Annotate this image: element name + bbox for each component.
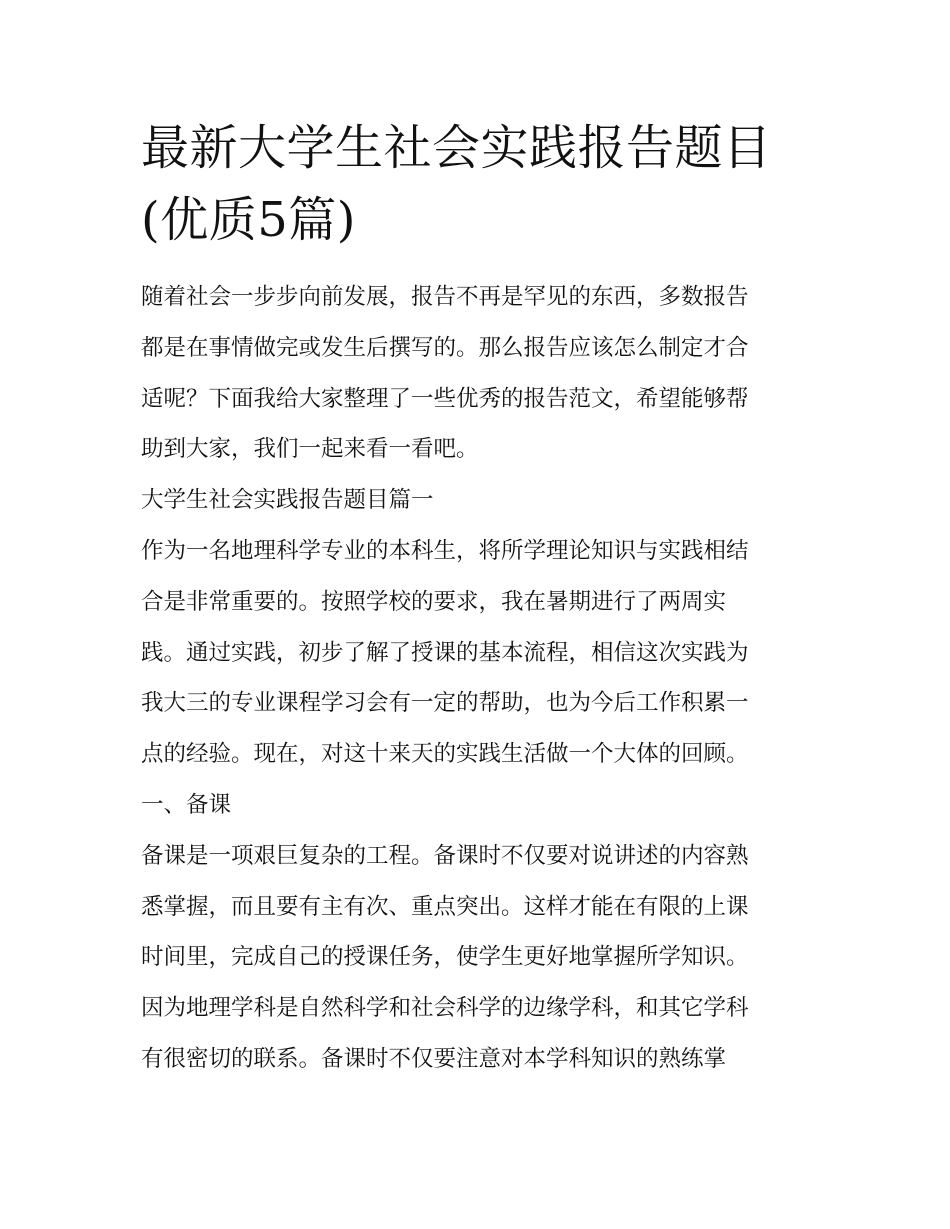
heading-text: 一、备课 xyxy=(141,791,232,818)
text-line: 都是在事情做完或发生后撰写的。那么报告应该怎么制定才合 xyxy=(141,334,749,361)
text-line: 我大三的专业课程学习会有一定的帮助，也为今后工作积累一 xyxy=(141,690,749,717)
section-heading xyxy=(141,475,813,526)
text-line: 点的经验。现在，对这十来天的实践生活做一个大体的回顾。 xyxy=(141,741,749,768)
document-content xyxy=(141,112,813,1085)
text-line: 适呢？下面我给大家整理了一些优秀的报告范文，希望能够帮 xyxy=(141,385,749,412)
text-line: 因为地理学科是自然科学和社会科学的边缘学科，和其它学科 xyxy=(141,995,749,1022)
text-line: 践。通过实践，初步了解了授课的基本流程，相信这次实践为 xyxy=(141,639,749,666)
section-body xyxy=(141,526,813,780)
text-line: 悉掌握，而且要有主有次、重点突出。这样才能在有限的上课 xyxy=(141,893,749,920)
text-line: 作为一名地理科学专业的本科生，将所学理论知识与实践相结 xyxy=(141,537,749,564)
intro-paragraph xyxy=(141,272,813,475)
title-line: (优质5篇) xyxy=(141,192,356,248)
subsection-body xyxy=(141,831,813,1085)
text-line: 备课是一项艰巨复杂的工程。备课时不仅要对说讲述的内容熟 xyxy=(141,842,749,869)
text-line: 合是非常重要的。按照学校的要求，我在暑期进行了两周实 xyxy=(141,588,727,615)
text-line: 助到大家，我们一起来看一看吧。 xyxy=(141,436,479,463)
subheading xyxy=(141,780,813,831)
text-line: 随着社会一步步向前发展，报告不再是罕见的东西，多数报告 xyxy=(141,284,749,310)
text-line: 有很密切的联系。备课时不仅要注意对本学科知识的熟练掌 xyxy=(141,1045,727,1072)
title-line: 最新大学生社会实践报告题目 xyxy=(141,120,772,176)
page-title xyxy=(141,112,813,256)
text-line: 时间里，完成自己的授课任务，使学生更好地掌握所学知识。 xyxy=(141,944,749,971)
heading-text: 大学生社会实践报告题目篇一 xyxy=(141,487,434,514)
